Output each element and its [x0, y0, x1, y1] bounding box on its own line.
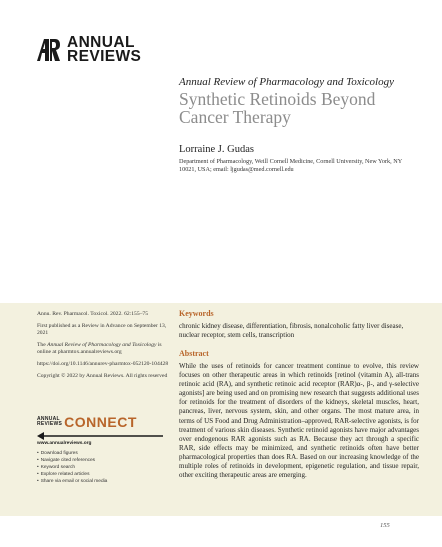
- author-name: Lorraine J. Gudas: [179, 144, 254, 155]
- abstract-text: While the uses of retinoids for cancer treatment continue to evolve, this review focuses on other therapeutic areas in which retinoids [retinol (vitamin A), all-trans retinoic acid (RA), and synthetic retinoic acid receptor (RAR)α-, β-, and γ-selective agonists] are being used and on promising new research that suggests additional uses for retinoids for the treatment of disorders of the kidneys, skeletal muscles, heart, pancreas, liver, nervous system, skin, and other organs. The most mature area, in terms of US Food and Drug Administration–approved, RAR-selective agonists, is for treatment of various skin diseases. Synthetic retinoid agonists have major advantages over endogenous RAR agonists such as RA. Because they act through a specific RAR, side effects may be minimized, and synthetic retinoids often have better pharmacological properties than does RA. Based on our increasing knowledge of the multiple roles of retinoids in development, epigenetic regulation, and tissue repair, other exciting therapeutic areas are emerging.: [179, 362, 419, 480]
- connect-url-link[interactable]: www.annualreviews.org: [37, 441, 92, 446]
- connect-features-list: [37, 450, 107, 485]
- author-affiliation: Department of Pharmacology, Weill Cornell Medicine, Cornell University, New York, NY 10021, USA; email: ljgudas@med.cornell.edu: [179, 158, 402, 173]
- list-item: • Explore related articles: [37, 471, 107, 478]
- abstract-heading: Abstract: [179, 349, 209, 358]
- annual-reviews-logo[interactable]: [35, 36, 141, 64]
- first-published-text: First published as a Review in Advance on September 13, 2021: [37, 323, 167, 336]
- citation-sidebar: [37, 311, 169, 385]
- arrow-left-icon: [37, 432, 163, 440]
- list-item: • Navigate cited references: [37, 457, 107, 464]
- connect-logo: ANNUAL REVIEWS CONNECT: [37, 414, 137, 430]
- list-item: • Share via email or social media: [37, 478, 107, 485]
- annual-reviews-connect[interactable]: [37, 414, 169, 484]
- list-item: • Download figures: [37, 450, 107, 457]
- doi-link[interactable]: https://doi.org/10.1146/annurev-pharmtox-052120-104428: [37, 361, 169, 367]
- copyright-text: Copyright © 2022 by Annual Reviews. All rights reserved: [37, 373, 168, 379]
- article-title: Synthetic Retinoids Beyond Cancer Therapy: [179, 89, 376, 127]
- list-item: • Keyword search: [37, 464, 107, 471]
- keywords-text: chronic kidney disease, differentiation, fibrosis, nonalcoholic fatty liver disease, nuclear receptor, stem cells, transcription: [179, 322, 404, 339]
- online-availability: The Annual Review of Pharmacology and Toxicology is online at pharmtox.annualreviews.org: [37, 342, 162, 355]
- citation-text: Annu. Rev. Pharmacol. Toxicol. 2022. 62:155–75: [37, 311, 149, 317]
- connect-wordmark: CONNECT: [64, 414, 137, 430]
- journal-name: Annual Review of Pharmacology and Toxicology: [179, 76, 394, 88]
- page-number: 155: [380, 522, 390, 529]
- ar-logo-mark-icon: [35, 37, 61, 63]
- keywords-heading: Keywords: [179, 309, 214, 318]
- logo-wordmark: ANNUAL REVIEWS: [67, 34, 142, 65]
